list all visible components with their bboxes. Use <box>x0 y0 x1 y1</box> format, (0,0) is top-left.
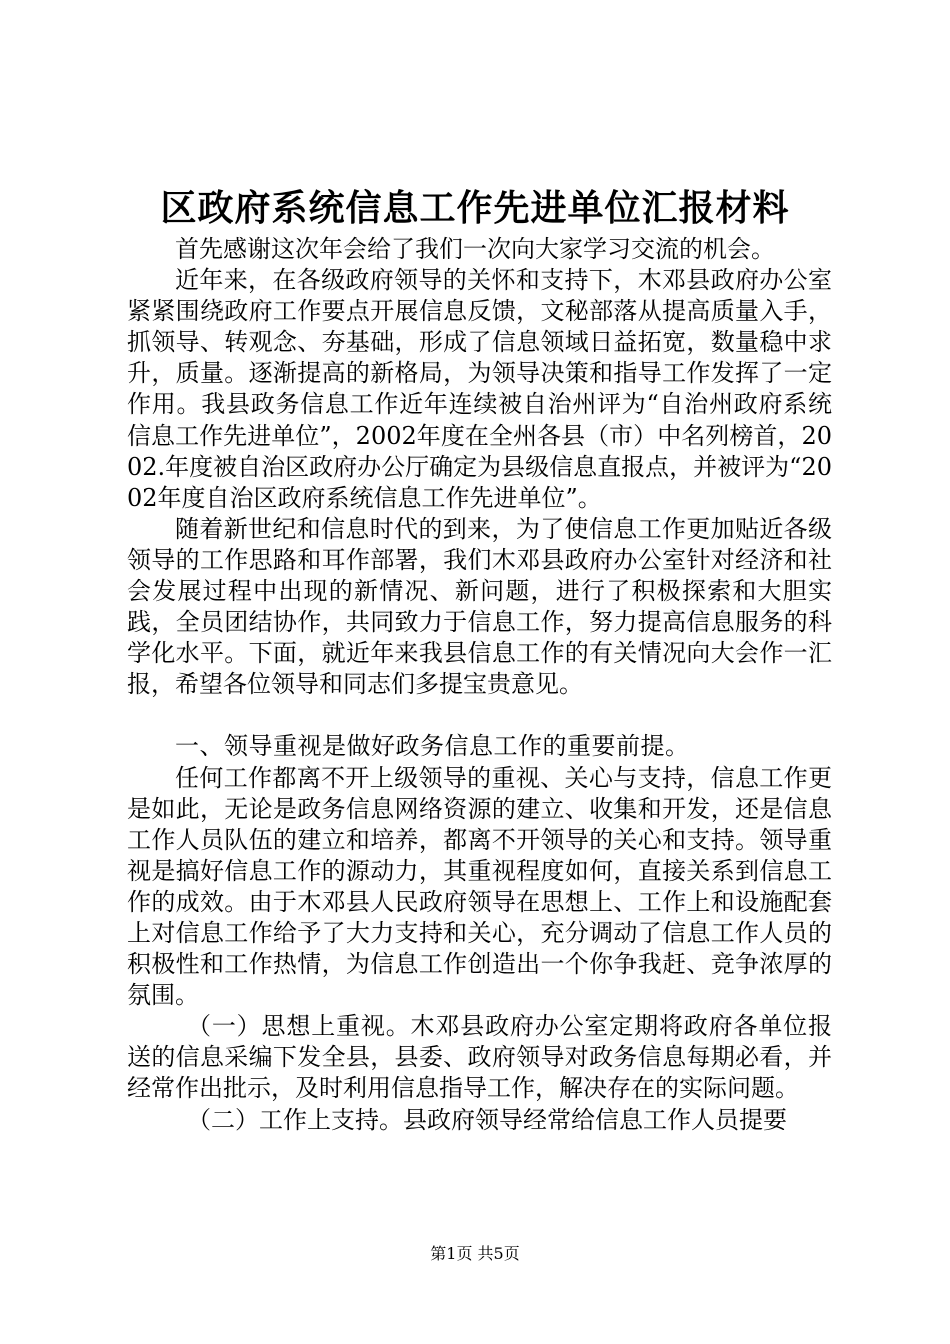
paragraph-gap <box>127 700 832 731</box>
paragraph-achievements: 近年来，在各级政府领导的关怀和支持下，木邓县政府办公室紧紧围绕政府工作要点开展信息反馈，文秘部落从提高质量入手，抓领导、转观念、夯基础，形成了信息领域日益拓宽，数量稳中求升，质量。逐渐提高的新格局，为领导决策和指导工作发挥了一定作用。我县政务信息工作近年连续被自治州评为“自治州政府系统信息工作先进单位”，2002年度在全州各县（市）中名列榜首，2002.年度被自治区政府办公厅确定为县级信息直报点，并被评为“2002年度自治区政府系统信息工作先进单位”。 <box>127 266 832 512</box>
paragraph-new-era: 随着新世纪和信息时代的到来，为了使信息工作更加贴近各级领导的工作思路和耳作部署，我们木邓县政府办公室针对经济和社会发展过程中出现的新情况、新问题，进行了积极探索和大胆实践，全员团结协作，共同致力于信息工作，努力提高信息服务的科学化水平。下面，就近年来我县信息工作的有关情况向大会作一汇报，希望各位领导和同志们多提宝贵意见。 <box>127 514 832 699</box>
paragraph-leadership: 任何工作都离不开上级领导的重视、关心与支持，信息工作更是如此，无论是政务信息网络资源的建立、收集和开发，还是信息工作人员队伍的建立和培养，都离不开领导的关心和支持。领导重视是搞好信息工作的源动力，其重视程度如何，直接关系到信息工作的成效。由于木邓县人民政府领导在思想上、工作上和设施配套上对信息工作给予了大力支持和关心，充分调动了信息工作人员的积极性和工作热情，为信息工作创造出一个你争我赶、竞争浓厚的氛围。 <box>127 763 832 1010</box>
document-title: 区政府系统信息工作先进单位汇报材料 <box>160 188 790 229</box>
paragraph-intro: 首先感谢这次年会给了我们一次向大家学习交流的机会。 <box>175 235 775 263</box>
page-footer: 第1页 共5页 <box>430 1244 520 1263</box>
paragraph-subsection-2: （二）工作上支持。县政府领导经常给信息工作人员提要 <box>187 1105 787 1134</box>
section-heading: 一、领导重视是做好政务信息工作的重要前提。 <box>175 732 690 761</box>
document-body <box>127 234 832 1136</box>
paragraph-subsection-1: （一）思想上重视。木邓县政府办公室定期将政府各单位报送的信息采编下发全县，县委、政府领导对政务信息每期必看，并经常作出批示，及时利用信息指导工作，解决存在的实际问题。 <box>127 1012 832 1103</box>
